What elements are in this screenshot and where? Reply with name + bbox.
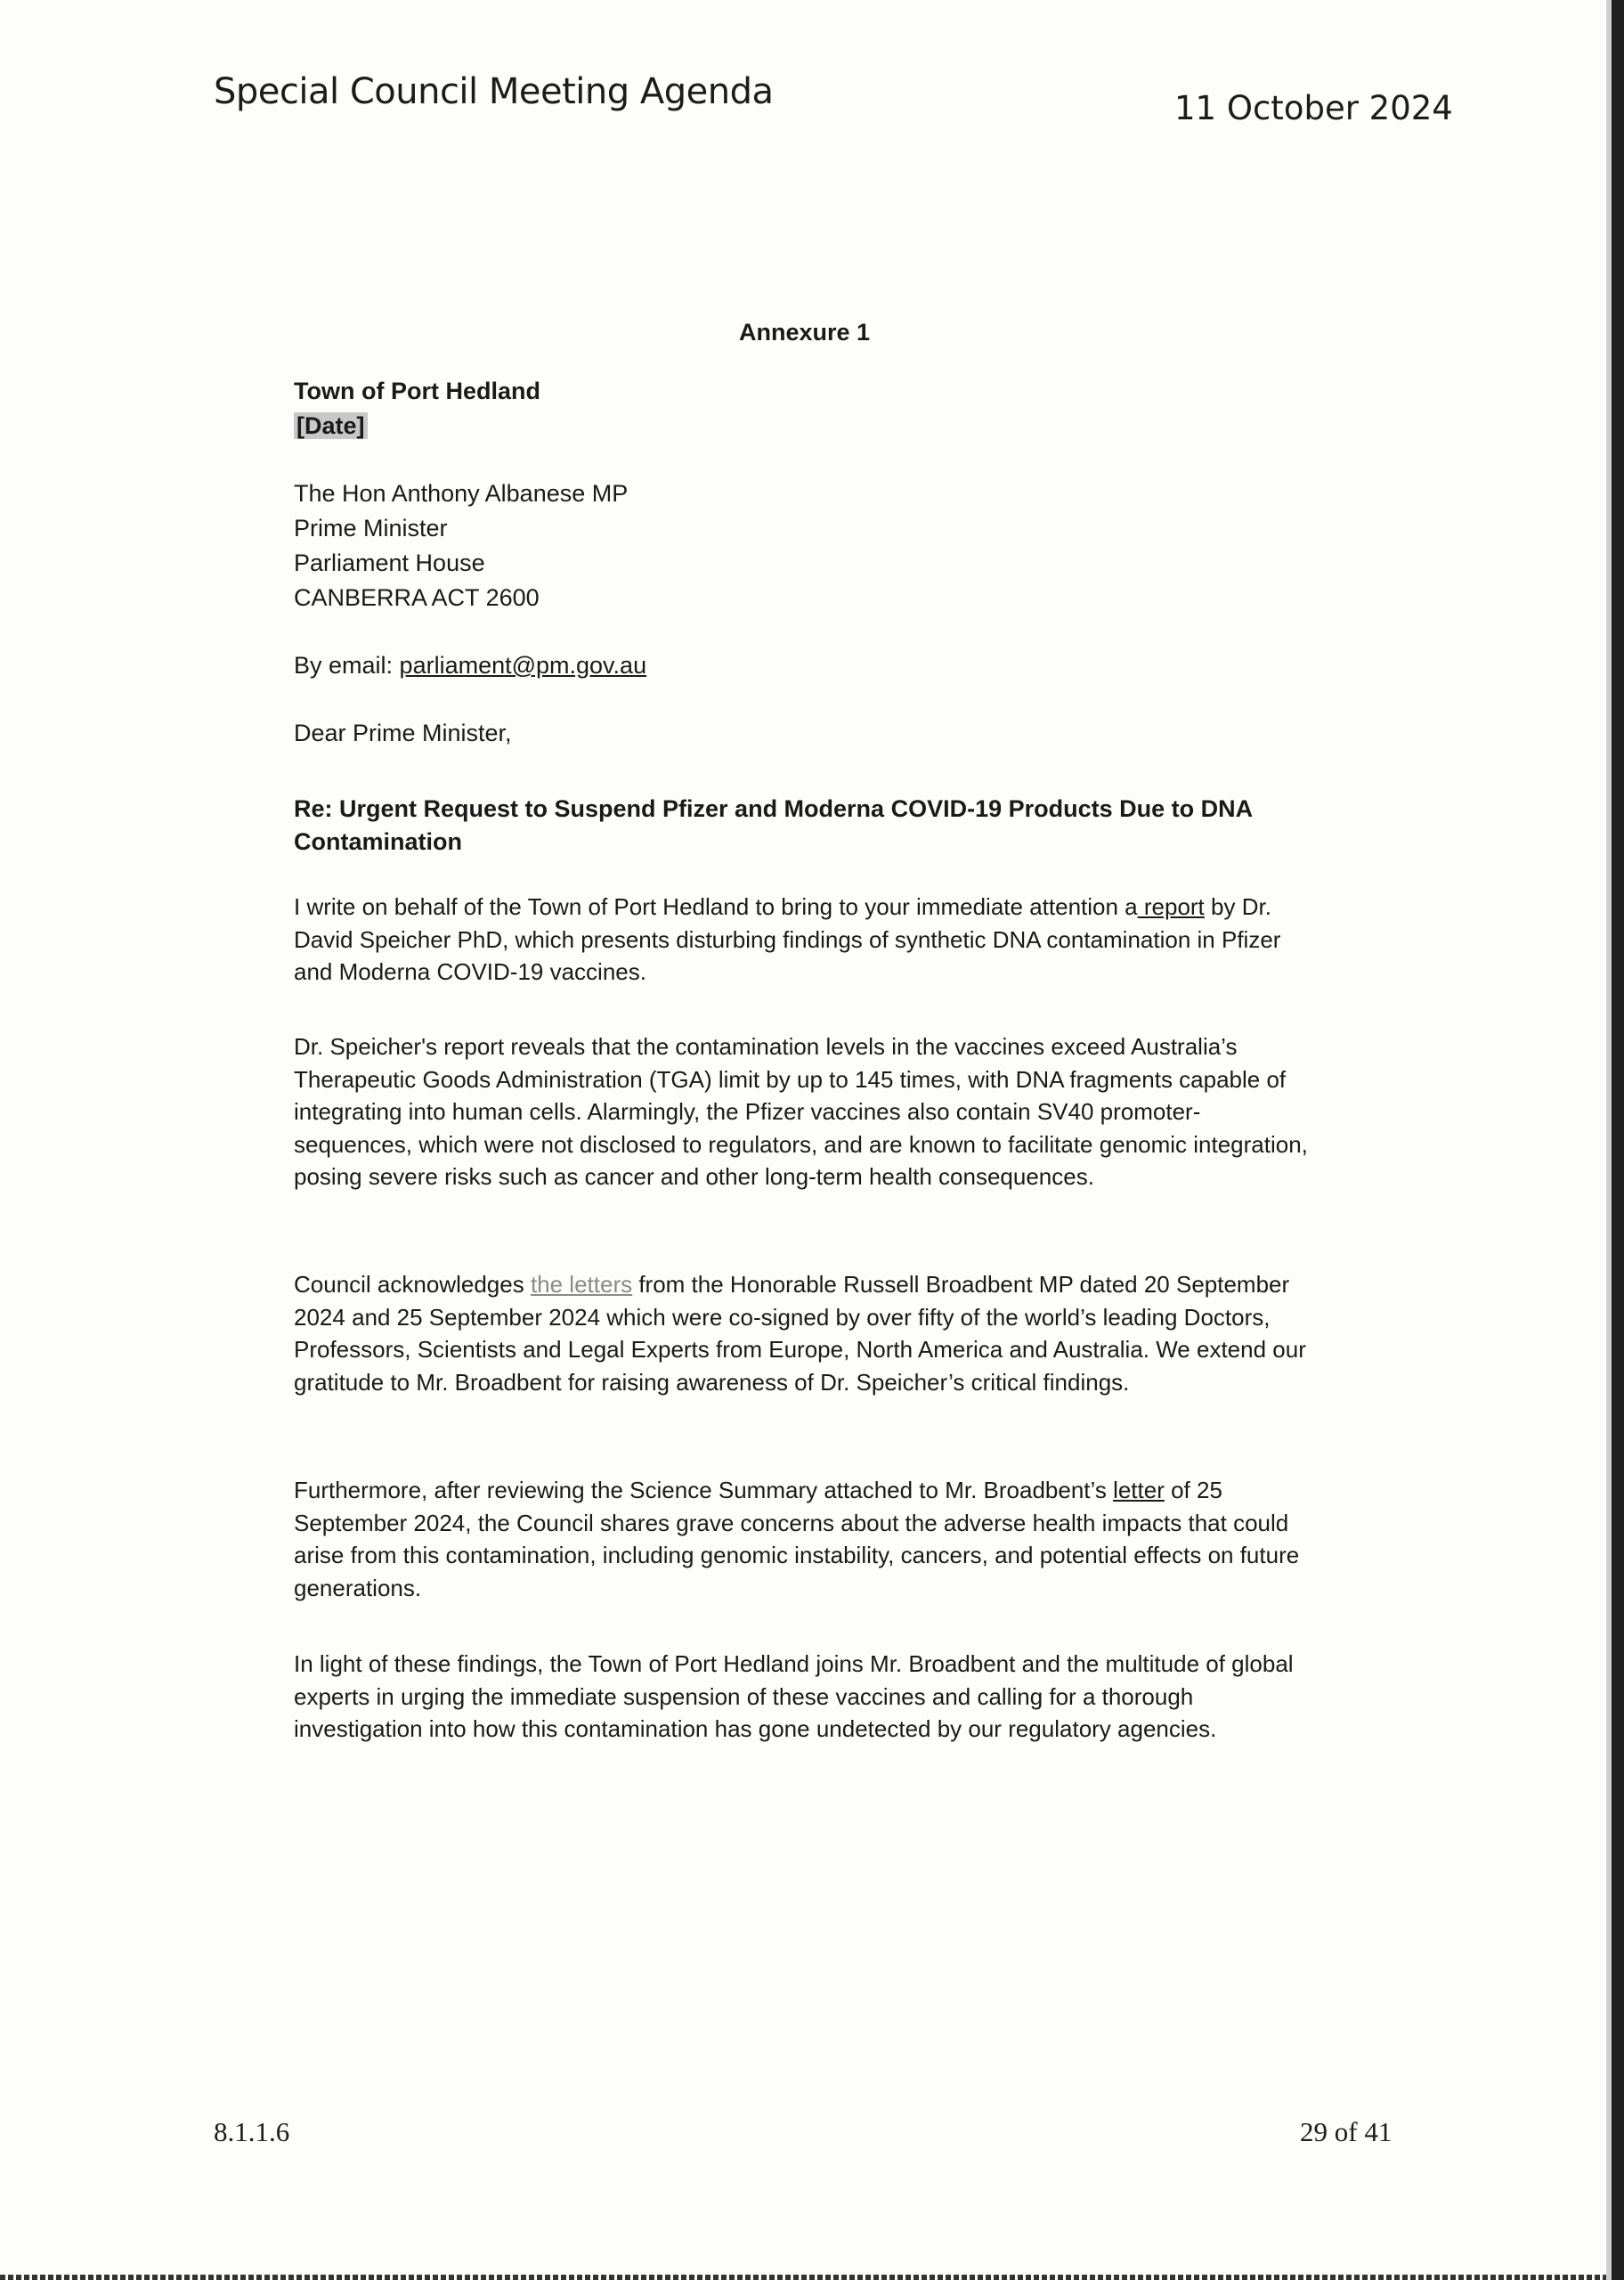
addressee-line: Parliament House [294, 550, 485, 576]
footer-page-number: 29 of 41 [1300, 2116, 1393, 2147]
addressee-line: The Hon Anthony Albanese MP [294, 480, 629, 507]
letter-link[interactable]: letter [1113, 1477, 1165, 1503]
paragraph-text: Furthermore, after reviewing the Science Summary attached to Mr. Broadbent’s [294, 1477, 1114, 1503]
email-link[interactable]: parliament@pm.gov.au [399, 652, 647, 679]
email-prefix: By email: [294, 652, 400, 679]
report-link[interactable]: report [1137, 893, 1205, 920]
paragraph-text: from the Honorable Russell Broadbent MP dated 20 September 2024 and 25 September 2024 which were co-signed by over fifty of the world’s leading Doctors, Professors, Scientists and Legal Experts from Europe, North America and Australia. We extend our gratitude to Mr. Broadbent for raising awareness of Dr. Speicher’s critical findings. [294, 1271, 1306, 1396]
paragraph-text: by Dr. David Speicher PhD, which presents disturbing findings of synthetic DNA contamination in Pfizer and Moderna COVID-19 vaccines. [294, 893, 1281, 985]
scan-right-edge [1606, 0, 1624, 2280]
page-header-date: 11 October 2024 [1174, 89, 1453, 127]
sender-name: Town of Port Hedland [294, 378, 540, 404]
paragraph-text: of 25 September 2024, the Council shares grave concerns about the adverse health impacts that could arise from this contamination, including genomic instability, cancers, and potential effects on future generations. [294, 1477, 1300, 1601]
annexure-heading: Annexure 1 [739, 319, 871, 346]
paragraph-text: Council acknowledges [294, 1271, 531, 1298]
body-paragraph-3 [294, 1268, 1309, 1398]
body-paragraph-2: Dr. Speicher's report reveals that the contamination levels in the vaccines exceed Australia’s Therapeutic Goods Administration (TGA) limit by up to 145 times, with DNA fragments capable of integrating into human cells. Alarmingly, the Pfizer vaccines also contain SV40 promoter-sequences, which were not disclosed to regulators, and are known to facilitate genomic integration, posing severe risks such as cancer and other long-term health consequences. [294, 1033, 1308, 1190]
addressee-block [294, 476, 628, 615]
body-paragraph-4 [294, 1474, 1309, 1604]
sender-block [294, 374, 540, 444]
footer-item-number: 8.1.1.6 [214, 2116, 290, 2147]
addressee-line: CANBERRA ACT 2600 [294, 584, 540, 611]
letters-link[interactable]: the letters [530, 1271, 633, 1298]
body-paragraph-1 [294, 891, 1309, 989]
page-header-title: Special Council Meeting Agenda [214, 71, 774, 112]
body-paragraph-5: In light of these findings, the Town of Port Hedland joins Mr. Broadbent and the multitude of global experts in urging the immediate suspension of these vaccines and calling for a thorough investigation into how this contamination has gone undetected by our regulatory agencies. [294, 1650, 1294, 1742]
date-placeholder: [Date] [294, 412, 368, 439]
scan-bottom-edge [0, 2275, 1606, 2280]
email-line [294, 648, 646, 683]
salutation: Dear Prime Minister, [294, 720, 512, 746]
addressee-line: Prime Minister [294, 515, 448, 542]
subject-line: Re: Urgent Request to Suspend Pfizer and Moderna COVID-19 Products Due to DNA Contamination [294, 795, 1253, 855]
paragraph-text: I write on behalf of the Town of Port Hedland to bring to your immediate attention a [294, 893, 1138, 920]
